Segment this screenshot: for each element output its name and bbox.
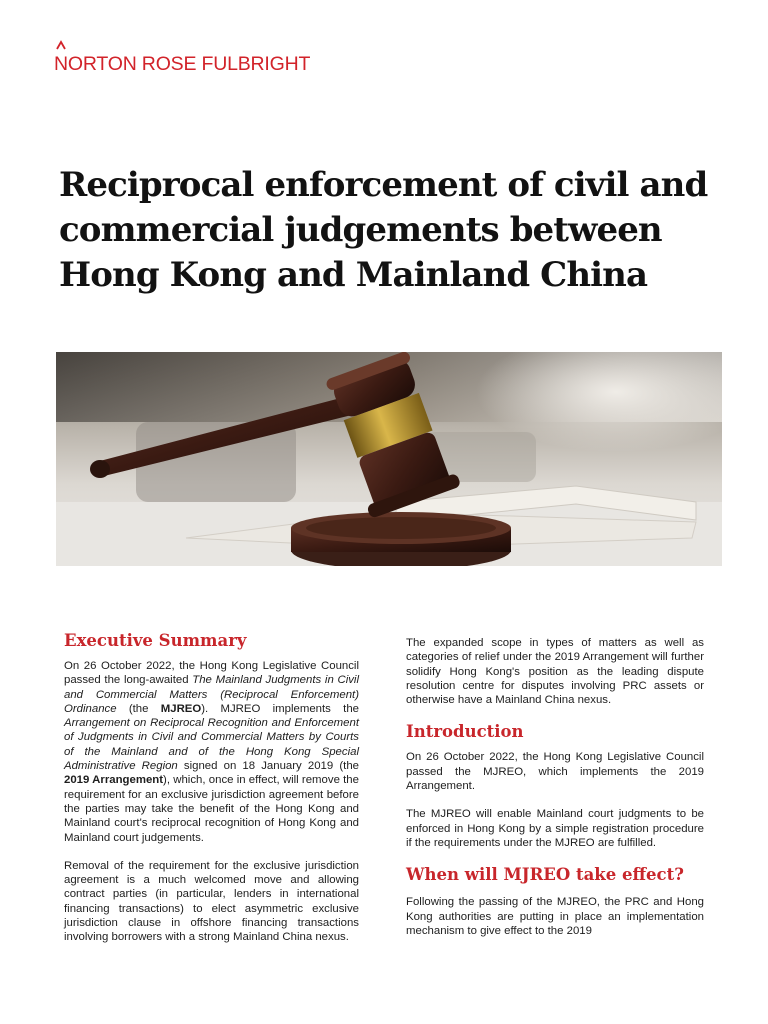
brand-name: NORTON ROSE FULBRIGHT [54,53,311,75]
text-run: Arrangement on Reciprocal Recognition and Enforcement of Judgments in Civil and Commercial Matters by Courts of the Mainland and of the Hong Kong Special Administrative Region [64,717,359,773]
heading-executive-summary: Executive Summary [64,631,247,650]
brand-logo[interactable] [54,40,344,76]
left-column [64,630,359,959]
text-run: MJREO [160,702,202,715]
text-run: signed on 18 January 2019 (the [177,760,359,773]
text-run: (the [116,702,161,715]
right-column [406,636,704,952]
text-run: 2019 Arrangement [64,774,164,787]
executive-summary-paragraph-2: Removal of the requirement for the exclusive jurisdiction agreement is a much welcomed move and allowing contract parties (in particular, lenders in international financing transactions) to elect asymmetric exclusive jurisdiction clause in offshore financing transactions involving borrowers with a strong Mainland China nexus. [64,859,359,944]
when-paragraph-1: Following the passing of the MJREO, the PRC and Hong Kong authorities are putting in place an implementation mechanism to give effect to the 2019 [406,896,704,937]
introduction-paragraph-1: On 26 October 2022, the Hong Kong Legislative Council passed the MJREO, which implements the 2019 Arrangement. [406,751,704,793]
scope-paragraph: The expanded scope in types of matters as well as categories of relief under the 2019 Arrangement will further solidify Hong Kong's position as the leading dispute resolution centre for disputes involving PRC assets or otherwise have a Mainland China nexus. [406,637,704,707]
text-run: ). MJREO implements the [201,702,359,715]
heading-when-effect: When will MJREO take effect? [406,865,684,885]
logo-chevron-icon [56,40,66,50]
heading-introduction: Introduction [406,722,524,742]
judge-gavel-icon [56,352,722,566]
executive-summary-paragraph-1 [64,659,359,845]
hero-image [56,352,722,566]
document-title: Reciprocal enforcement of civil and commercial judgements between Hong Kong and Mainland China [59,165,708,295]
text-run: On 26 October 2022, the Hong Kong Legislative Council passed the long-awaited [64,660,359,687]
text-run: The Mainland Judgments in Civil and Commercial Matters (Reciprocal Enforcement) Ordinance [64,674,359,715]
introduction-paragraph-2: The MJREO will enable Mainland court judgments to be enforced in Hong Kong by a simple registration procedure if the requirements under the MJREO are fulfilled. [406,808,704,849]
text-run: ), which, once in effect, will remove the requirement for an exclusive jurisdiction agreement before the parties may take the benefit of the Hong Kong and Mainland court's reciprocal recognition of Hong Kong and Mainland court judgements. [64,774,359,844]
